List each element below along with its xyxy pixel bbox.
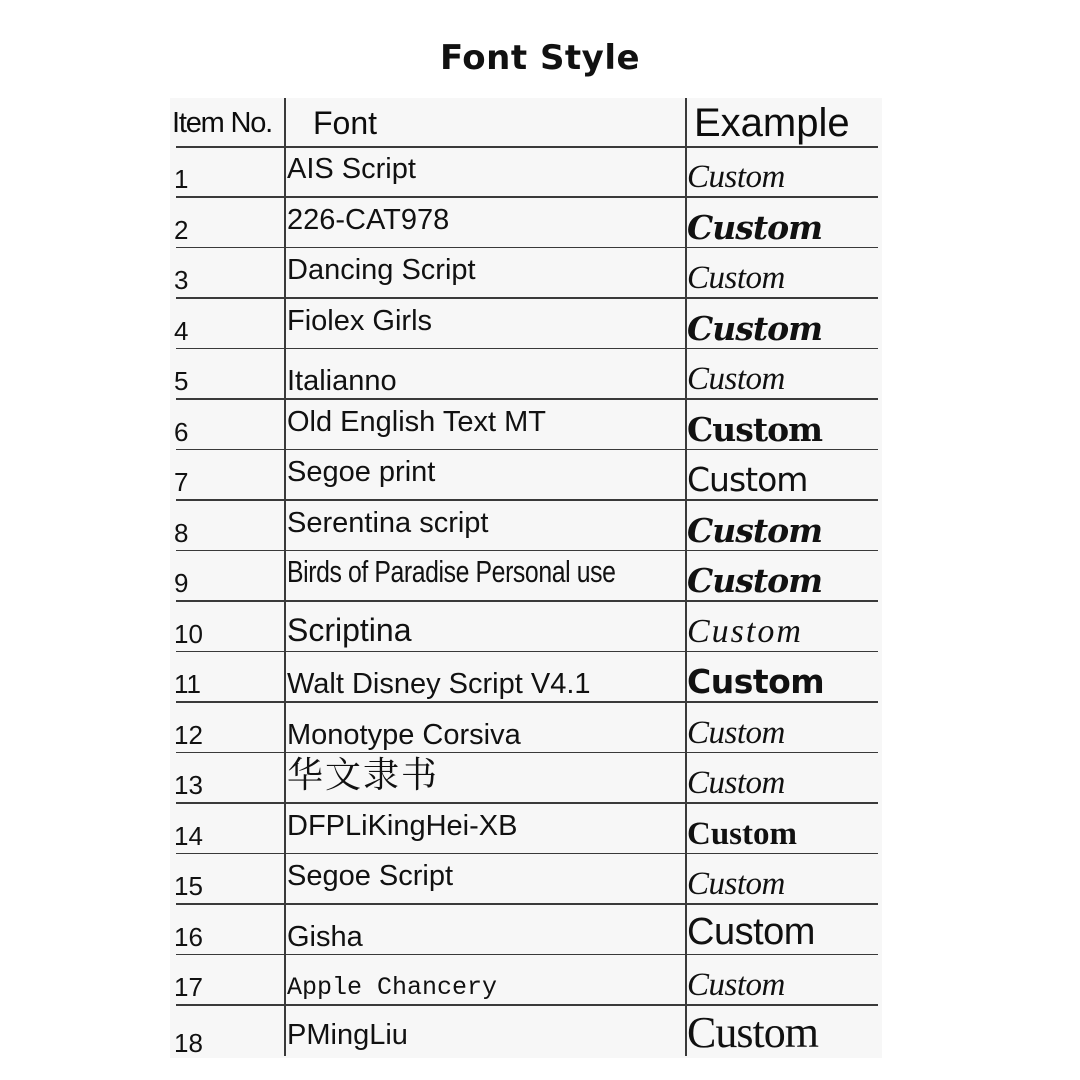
font-name: Serentina script: [287, 506, 489, 539]
font-example: Custom: [687, 967, 785, 1004]
table-row: [0, 1005, 1080, 1058]
font-example: Custom: [687, 159, 785, 196]
row-number: 2: [174, 214, 189, 245]
table-row: [0, 601, 1080, 651]
font-name: 226-CAT978: [287, 203, 450, 236]
font-example: Custom: [687, 361, 785, 398]
table-row: [0, 853, 1080, 903]
font-example: Custom: [687, 815, 798, 852]
table-row: [0, 449, 1080, 499]
font-example: Custom: [687, 662, 825, 702]
header-font: Font: [313, 104, 378, 141]
row-number: 1: [174, 164, 189, 195]
table-row: [0, 752, 1080, 802]
row-number: 13: [174, 770, 203, 801]
row-number: 15: [174, 871, 203, 902]
table-row: [0, 803, 1080, 853]
row-number: 4: [174, 315, 189, 346]
table-row: [0, 651, 1080, 701]
table-row: [0, 702, 1080, 752]
row-number: 17: [174, 972, 203, 1003]
font-example: Custom: [687, 910, 815, 953]
page-title: Font Style: [439, 38, 641, 78]
font-name: PMingLiu: [287, 1018, 408, 1051]
font-name: Scriptina: [287, 611, 412, 648]
row-number: 5: [174, 366, 189, 397]
row-number: 3: [174, 265, 189, 296]
table-row: [0, 550, 1080, 600]
row-number: 7: [174, 467, 189, 498]
font-name: Dancing Script: [287, 254, 476, 287]
row-number: 10: [174, 618, 203, 649]
font-name: Old English Text MT: [287, 405, 546, 438]
table-row: [0, 500, 1080, 550]
row-number: 11: [174, 669, 201, 700]
table-row: [0, 399, 1080, 449]
font-name: Fiolex Girls: [287, 304, 433, 337]
font-name: Segoe print: [287, 456, 436, 489]
font-example: Custom: [687, 460, 808, 500]
font-name: Birds of Paradise Personal use: [287, 554, 616, 590]
row-number: 6: [174, 416, 189, 447]
table-row: [0, 954, 1080, 1004]
font-example: Custom: [687, 1007, 818, 1057]
font-example: Custom: [687, 409, 823, 449]
font-example: Custom: [687, 866, 785, 903]
header-example: Example: [694, 100, 850, 145]
row-number: 14: [174, 820, 203, 851]
font-example: Custom: [687, 612, 803, 650]
font-name: Gisha: [287, 920, 363, 953]
font-name: Italianno: [287, 365, 397, 398]
font-example: Custom: [687, 561, 823, 601]
table-row: [0, 904, 1080, 954]
font-name: 华文隶书: [287, 754, 440, 796]
font-example: Custom: [687, 308, 823, 348]
font-name: Monotype Corsiva: [287, 718, 521, 751]
font-name: Segoe Script: [287, 860, 454, 893]
font-example: Custom: [687, 765, 785, 802]
font-name: DFPLiKingHei-XB: [287, 809, 518, 842]
row-number: 8: [174, 517, 189, 548]
font-name: AIS Script: [287, 153, 416, 186]
table-row: [0, 197, 1080, 247]
row-number: 18: [174, 1027, 203, 1058]
row-number: 16: [174, 921, 203, 952]
font-example: Custom: [687, 260, 785, 297]
table-row: [0, 298, 1080, 348]
font-name: Walt Disney Script V4.1: [287, 668, 591, 701]
font-example: Custom: [687, 510, 823, 550]
table-row: [0, 247, 1080, 297]
row-number: 12: [174, 719, 203, 750]
row-number: 9: [174, 568, 189, 599]
table-row: [0, 146, 1080, 196]
font-example: Custom: [687, 714, 785, 751]
table-row: [0, 348, 1080, 398]
font-name: Apple Chancery: [287, 973, 498, 1003]
font-example: Custom: [687, 207, 823, 247]
header-item-no: Item No.: [172, 106, 272, 139]
